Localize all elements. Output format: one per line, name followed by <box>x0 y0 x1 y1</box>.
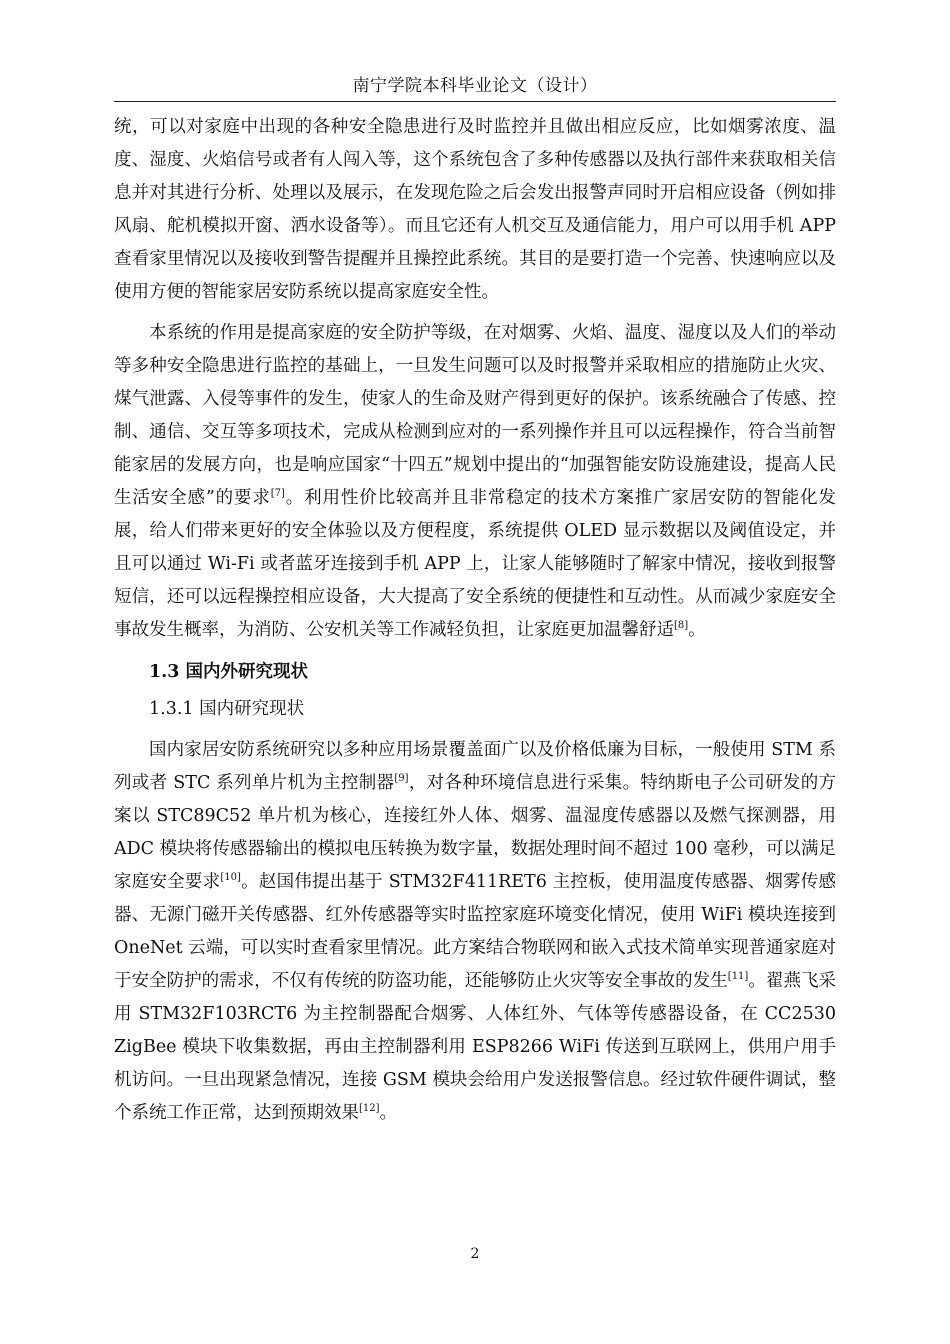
paragraph-text: 本系统的作用是提高家庭的安全防护等级，在对烟雾、火焰、温度、湿度以及人们的举动等多种安全隐患进行监控的基础上，一旦发生问题可以及时报警并采取相应的措施防止火灾、煤气泄露、入侵等事件的发生，使家人的生命及财产得到更好的保护。该系统融合了传感、控制、通信、交互等多项技术，完成从检测到应对的一系列操作并且可以远程操作，符合当前智能家居的发展方向，也是响应国家“十四五”规划中提出的“加强智能安防设施建设，提高人民生活安全感”的要求 <box>114 323 836 508</box>
citation-11: [11] <box>727 971 749 983</box>
paragraph-domestic-research <box>114 734 836 1130</box>
paragraph-text: 统，可以对家庭中出现的各种安全隐患进行及时监控并且做出相应反应，比如烟雾浓度、温度、湿度、火焰信号或者有人闯入等，这个系统包含了多种传感器以及执行部件来获取相关信息并对其进行分析、处理以及展示，在发现危险之后会发出报警声同时开启相应设备（例如排风扇、舵机模拟开窗、洒水设备等）。而且它还有人机交互及通信能力，用户可以用手机 APP 查看家里情况以及接收到警告提醒并且操控此系统。其目的是要打造一个完善、快速响应以及使用方便的智能家居安防系统以提高家庭安全性。 <box>114 117 836 302</box>
paragraph-text: 。 <box>379 1103 398 1123</box>
paragraph-continuation <box>114 111 836 309</box>
running-header: 南宁学院本科毕业论文（设计） <box>352 76 598 96</box>
citation-9: [9] <box>394 773 409 785</box>
paragraph-text: 。翟燕飞采用 STM32F103RCT6 为主控制器配合烟雾、人体红外、气体等传感器设备，在 CC2530 ZigBee 模块下收集数据，再由主控制器利用 ESP8266 WiFi 传送到互联网上，供用户用手机访问。一旦出现紧急情况，连接 GSM 模块会给用户发送报警信息。经过软件硬件调试，整个系统工作正常，达到预期效果 <box>114 971 837 1123</box>
header-divider <box>114 101 836 102</box>
citation-10: [10] <box>220 872 241 884</box>
paragraph-text: 。利用性价比较高并且非常稳定的技术方案推广家居安防的智能化发展，给人们带来更好的安全体验以及方便程度，系统提供 OLED 显示数据以及阈值设定，并且可以通过 Wi-Fi 或者蓝牙连接到手机 APP 上，让家人能够随时了解家中情况，接收到报警短信，还可以远程操控相应设备，大大提高了安全系统的便捷性和互动性。从而减少家庭安全事故发生概率，为消防、公安机关等工作减轻负担，让家庭更加温馨舒适 <box>114 488 836 640</box>
citation-7: [7] <box>270 488 285 500</box>
paragraph-text: 。赵国伟提出基于 STM32F411RET6 主控板，使用温度传感器、烟雾传感器、无源门磁开关传感器、红外传感器等实时监控家庭环境变化情况，使用 WiFi 模块连接到 OneNet 云端，可以实时查看家里情况。此方案结合物联网和嵌入式技术简单实现普通家庭对于安全防护的需求，不仅有传统的防盗功能，还能够防止火灾等安全事故的发生 <box>114 872 837 991</box>
section-heading: 1.3 国内外研究现状 <box>149 662 309 682</box>
citation-8: [8] <box>674 620 689 632</box>
paragraph-text: 。 <box>688 620 706 640</box>
page-number: 2 <box>470 1246 480 1262</box>
citation-12: [12] <box>359 1103 380 1115</box>
paragraph-system-purpose <box>114 317 836 647</box>
document-body <box>114 111 836 1130</box>
paragraph-text: ，对各种环境信息进行采集。特纳斯电子公司研发的方案以 STC89C52 单片机为核心，连接红外人体、烟雾、温湿度传感器以及燃气探测器，用 ADC 模块将传感器输出的模拟电压转换为数字量，数据处理时间不超过 100 毫秒，可以满足家庭安全要求 <box>114 773 837 892</box>
paragraph-text: 国内家居安防系统研究以多种应用场景覆盖面广以及价格低廉为目标，一般使用 STM 系列或者 STC 系列单片机为主控制器 <box>114 740 836 793</box>
subsection-heading: 1.3.1 国内研究现状 <box>149 699 305 719</box>
